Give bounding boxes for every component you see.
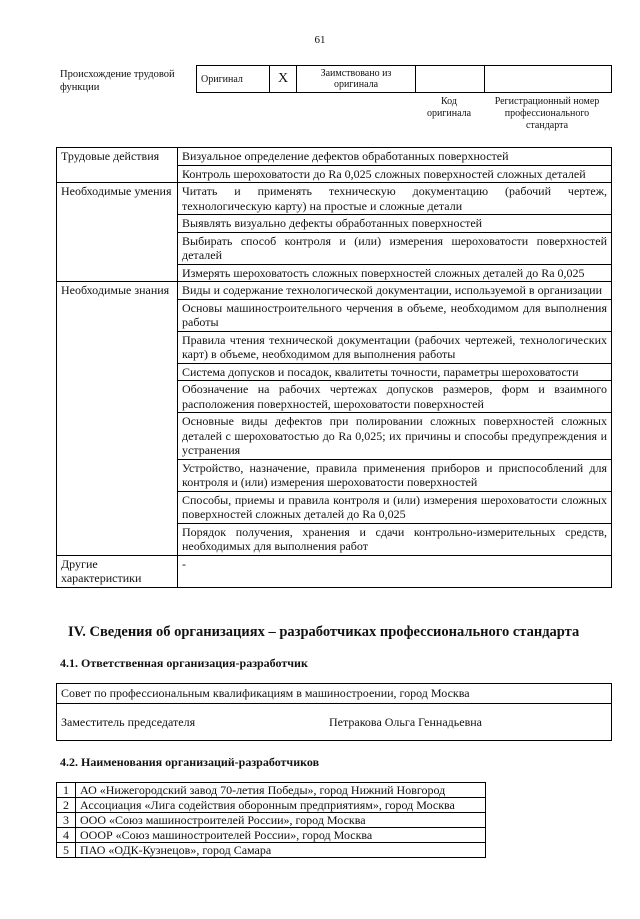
- developer-name: ООО «Союз машиностроителей России», город Москва: [76, 813, 486, 828]
- reg-number-cell: [485, 66, 612, 93]
- original-mark: X: [270, 66, 297, 93]
- developer-name: ПАО «ОДК-Кузнецов», город Самара: [76, 843, 486, 858]
- table-row: [57, 183, 612, 215]
- developer-row: [57, 783, 486, 798]
- borrowed-label: Заимствовано из оригинала: [297, 66, 416, 93]
- developer-name: Ассоциация «Лига содействия оборонным предприятиям», город Москва: [76, 798, 486, 813]
- developer-number: 2: [57, 798, 76, 813]
- row-item: Правила чтения технической документации (рабочих чертежей, технологических карт) в объеме, необходимом для выполнения работы: [178, 331, 612, 363]
- page-number: 61: [314, 34, 326, 46]
- code-cell: [416, 66, 485, 93]
- row-item: Обозначение на рабочих чертежах допусков размеров, форм и взаимного расположения поверхностей, шероховатости поверхностей: [178, 381, 612, 413]
- developer-number: 4: [57, 828, 76, 843]
- row-item: Порядок получения, хранения и сдачи контрольно-измерительных средств, необходимых для выполнения работ: [178, 523, 612, 555]
- row-label: Необходимые умения: [57, 183, 178, 282]
- row-item: Контроль шероховатости до Ra 0,025 сложных поверхностей сложных деталей: [178, 165, 612, 183]
- row-label: Трудовые действия: [57, 148, 178, 183]
- developer-name: АО «Нижегородский завод 70-летия Победы», город Нижний Новгород: [76, 783, 486, 798]
- developer-number: 3: [57, 813, 76, 828]
- developer-row: [57, 828, 486, 843]
- table-row: [57, 148, 612, 166]
- developers-table: [56, 782, 486, 858]
- developer-number: 1: [57, 783, 76, 798]
- origin-table: [196, 65, 612, 93]
- org-name: Совет по профессиональным квалификациям в машиностроении, город Москва: [57, 684, 612, 704]
- row-item: -: [178, 555, 612, 587]
- row-item: Читать и применять техническую документацию (рабочий чертеж, технологическую карту) на простые и сложные детали: [178, 183, 612, 215]
- row-item: Система допусков и посадок, квалитеты точности, параметры шероховатости: [178, 363, 612, 381]
- position: Заместитель председателя: [57, 704, 326, 741]
- origin-label: Происхождение трудовой функции: [60, 69, 175, 93]
- table-row: [57, 555, 612, 587]
- row-item: Виды и содержание технологической документации, используемой в организации: [178, 282, 612, 300]
- responsible-org-table: [56, 683, 612, 741]
- row-item: Выявлять визуально дефекты обработанных поверхностей: [178, 215, 612, 233]
- subsection-4-1-title: 4.1. Ответственная организация-разработчик: [60, 656, 308, 670]
- subsection-4-2-title: 4.2. Наименования организаций-разработчиков: [60, 755, 320, 769]
- row-label: Необходимые знания: [57, 282, 178, 556]
- code-caption: Код оригинала: [426, 96, 472, 119]
- section-title: IV. Сведения об организациях – разработчиках профессионального стандарта: [68, 624, 580, 640]
- table-row: [57, 282, 612, 300]
- person-name: Петракова Ольга Геннадьевна: [325, 704, 612, 741]
- original-label: Оригинал: [197, 66, 270, 93]
- row-item: Измерять шероховатость сложных поверхностей сложных деталей до Ra 0,025: [178, 264, 612, 282]
- developer-name: ОООР «Союз машиностроителей России», город Москва: [76, 828, 486, 843]
- row-item: Визуальное определение дефектов обработанных поверхностей: [178, 148, 612, 166]
- developer-row: [57, 798, 486, 813]
- row-item: Выбирать способ контроля и (или) измерения шероховатости поверхностей деталей: [178, 232, 612, 264]
- row-item: Способы, приемы и правила контроля и (или) измерения шероховатости сложных поверхностей сложных деталей до Ra 0,025: [178, 491, 612, 523]
- developer-row: [57, 813, 486, 828]
- developer-number: 5: [57, 843, 76, 858]
- developer-row: [57, 843, 486, 858]
- row-item: Устройство, назначение, правила применения приборов и приспособлений для контроля и (или) измерения шероховатости поверхностей: [178, 459, 612, 491]
- row-label: Другие характеристики: [57, 555, 178, 587]
- reg-caption: Регистрационный номер профессионального стандарта: [494, 96, 600, 131]
- function-table: [56, 147, 612, 588]
- row-item: Основные виды дефектов при полировании сложных поверхностей сложных деталей с шероховатостью до Ra 0,025; их причины и способы предупреждения и устранения: [178, 413, 612, 460]
- row-item: Основы машиностроительного черчения в объеме, необходимом для выполнения работы: [178, 299, 612, 331]
